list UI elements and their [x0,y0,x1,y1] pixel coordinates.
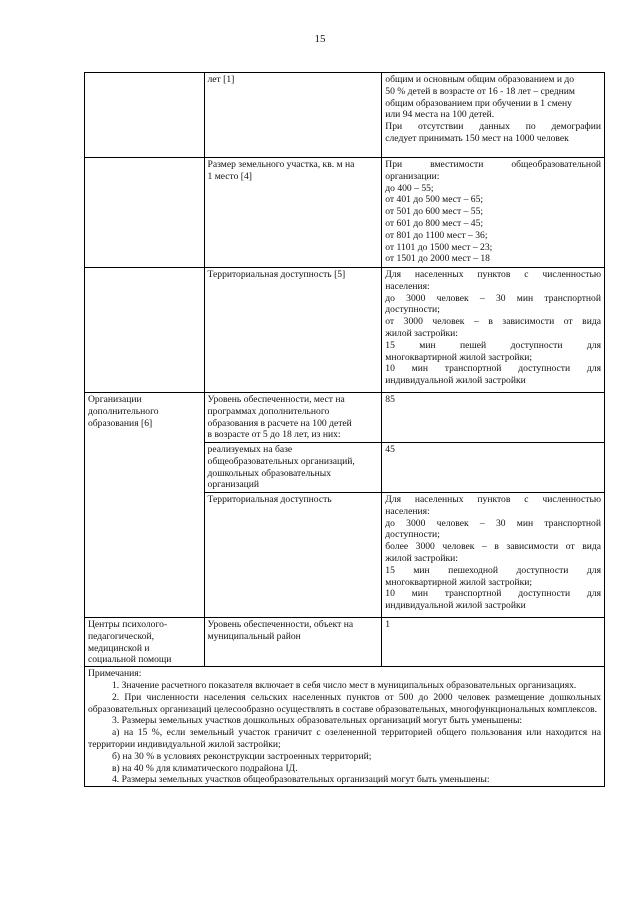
cell-line: организаций [207,479,260,491]
cell-line: 1 место [4] [207,170,252,182]
table-row [85,158,605,268]
cell-line: Размер земельного участка, кв. м на [207,159,355,170]
note-paragraph: 2. При численности населения сельских населенных пунктов от 500 до 2000 человек размещение дошкольных образовательных организаций целесообразно осуществлять в составе образовательных, многофункциональных комплексов. [88,691,601,715]
facility-cell [85,73,205,158]
page-number: 15 [314,33,326,45]
cell-line: педагогической, [88,630,155,642]
cell-line: населения: [385,505,430,517]
cell-line: 1 [385,619,391,630]
cell-line: до 400 – 55; [385,182,434,194]
value-cell [382,443,605,493]
cell-line: населения: [385,280,430,292]
value-cell [382,493,605,618]
cell-line: 45 [385,444,395,455]
cell-line: При отсутствии данных по демографии [385,121,601,133]
table-row [85,393,605,443]
cell-line: индивидуальной жилой застройки [385,600,526,612]
note-paragraph: б) на 30 % в условиях реконструкции застроенных территорий; [112,750,372,762]
facility-cell [85,158,205,268]
table-body [85,73,605,787]
cell-line: жилой застройки: [385,327,458,339]
cell-line: общим и основным общим образованием и до [385,74,575,85]
indicator-cell [204,158,382,268]
cell-line: 10 мин транспортной доступности для [385,588,601,600]
cell-line: индивидуальной жилой застройки [385,375,526,387]
cell-line: доступности; [385,529,440,541]
indicator-cell [204,443,382,493]
note-paragraph: 3. Размеры земельных участков дошкольных образовательных организаций могут быть уменьшены: [112,715,523,727]
cell-line: 15 мин пешей доступности для [385,339,601,351]
cell-line: Для населенных пунктов с численностью [385,269,601,280]
value-cell [382,158,605,268]
cell-line: доступности; [385,304,440,316]
value-cell [382,268,605,393]
value-cell [382,393,605,443]
notes-cell [85,667,605,787]
cell-line: При вместимости общеобразовательной [385,159,601,170]
cell-line: до 3000 человек – 30 мин транспортной [385,292,601,304]
cell-line: в возрасте от 5 до 18 лет, из них: [207,429,341,441]
cell-line: следует принимать 150 мест на 1000 человек [385,132,569,144]
cell-line: от 801 до 1100 мест – 36; [385,229,488,241]
value-cell [382,73,605,158]
table-row [85,618,605,667]
cell-line: Территориальная доступность [207,494,332,505]
notes-title: Примечания: [88,668,142,680]
cell-line: Территориальная доступность [5] [207,269,346,280]
cell-line: организации: [385,170,440,182]
table-row [85,73,605,158]
cell-line: от 3000 человек – в зависимости от вида [385,316,601,328]
cell-line: от 1101 до 1500 мест – 23; [385,241,493,253]
cell-line: 85 [385,394,395,405]
cell-line: муниципальный район [207,630,301,642]
note-paragraph: 4. Размеры земельных участков общеобразовательных организаций могут быть уменьшены: [112,774,490,786]
cell-line: или 94 места на 100 детей. [385,109,495,121]
note-paragraph: а) на 15 %, если земельный участок граничит с озелененной территорией общего пользования или находится на территории индивидуальной жилой застройки; [88,727,601,750]
standards-table [84,72,605,787]
note-paragraph: в) на 40 % для климатического подрайона IД. [112,762,298,774]
cell-line: социальной помощи [88,654,172,666]
indicator-cell [204,618,382,667]
cell-line: жилой застройки: [385,552,458,564]
cell-line: от 1501 до 2000 мест – 18 [385,253,490,265]
cell-line: образования [6] [88,417,153,429]
cell-line: от 401 до 500 мест – 65; [385,194,484,206]
cell-line: многоквартирной жилой застройки; [385,351,533,363]
cell-line: 50 % детей в возрасте от 16 - 18 лет – средним [385,85,575,97]
cell-line: Для населенных пунктов с численностью [385,494,601,505]
cell-line: образования в расчете на 100 детей [207,417,352,429]
cell-line: Центры психолого- [88,619,168,630]
facility-cell [85,618,205,667]
cell-line: более 3000 человек – в зависимости от вида [385,541,601,553]
indicator-cell [204,73,382,158]
cell-line: общим образованием при обучении в 1 смену [385,97,572,109]
cell-line: программах дополнительного [207,405,330,417]
value-cell [382,618,605,667]
note-paragraph: 1. Значение расчетного показателя включает в себя число мест в муниципальных образовательных организациях. [112,679,577,691]
facility-cell [85,393,205,618]
cell-line: реализуемых на базе [207,444,293,455]
cell-line: Организации [88,394,142,405]
cell-line: от 601 до 800 мест – 45; [385,217,484,229]
table-row [85,268,605,393]
cell-line: общеобразовательных организаций, [207,455,355,467]
cell-line: Уровень обеспеченности, мест на [207,394,345,405]
cell-line: многоквартирной жилой застройки; [385,576,533,588]
notes-row [85,667,605,787]
indicator-cell [204,268,382,393]
cell-line: 10 мин транспортной доступности для [385,363,601,375]
cell-line: 15 мин пешеходной доступности для [385,564,601,576]
cell-line: дошкольных образовательных [207,467,332,479]
facility-cell [85,268,205,393]
cell-line: от 501 до 600 мест – 55; [385,206,484,218]
cell-line: до 3000 человек – 30 мин транспортной [385,517,601,529]
cell-line: Уровень обеспеченности, объект на [207,619,354,630]
indicator-cell [204,393,382,443]
cell-line: лет [1] [207,74,235,85]
indicator-cell [204,493,382,618]
cell-line: дополнительного [88,405,159,417]
cell-line: медицинской и [88,642,150,654]
